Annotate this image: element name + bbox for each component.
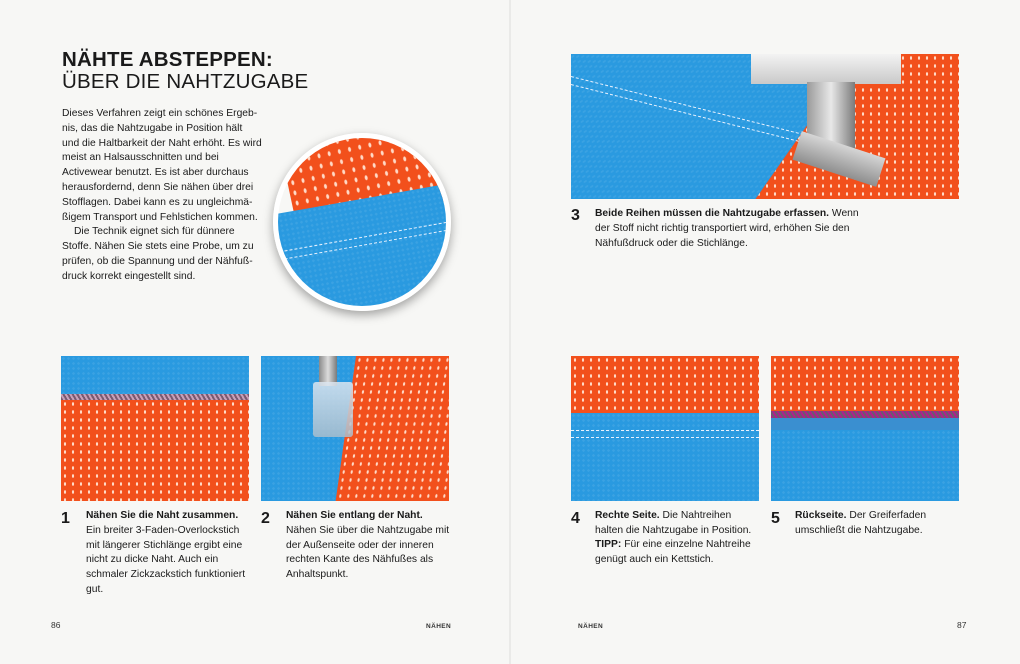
step-1-text <box>86 509 252 598</box>
step-3-text <box>595 207 875 251</box>
tip-box <box>595 538 755 568</box>
step-5-body: Der Greiferfaden umschließt die Nahtzugabe. <box>795 510 927 536</box>
photo-step-3 <box>571 54 959 199</box>
running-head-left: NÄHEN <box>426 623 452 630</box>
step-3-body: Wenn der Stoff nicht richtig transportiert wird, erhöhen Sie den Nähfußdruck oder die Stichlänge. <box>595 208 859 249</box>
step-5-number: 5 <box>771 510 780 527</box>
step-2-text <box>286 509 452 583</box>
step-1-number: 1 <box>61 510 70 527</box>
title-line-1: NÄHTE ABSTEPPEN: <box>62 48 273 71</box>
photo-step-2 <box>261 356 449 501</box>
step-2-heading: Nähen Sie entlang der Naht. <box>286 510 423 521</box>
step-4-text <box>595 509 761 539</box>
step-3-number: 3 <box>571 207 580 224</box>
tip-text: Für eine einzelne Nahtreihe genügt auch ein Kettstich. <box>595 539 751 565</box>
intro-paragraph-1: Dieses Verfahren zeigt ein schönes Ergebnis, das die Nahtzugabe in Position hält und die Haltbarkeit der Naht erhöht. Es wird meist an Halsausschnitten und bei Activewear benutzt. Es ist aber durchaus herausfordernd, denn Sie nähen über drei Stofflagen. Dabei kann es zu ungleichmäßigem Transport und Fehlstichen kommen. <box>62 108 262 223</box>
photo-step-1 <box>61 356 249 501</box>
photo-step-5 <box>771 356 959 501</box>
intro-paragraph-2: Die Technik eignet sich für dünnere Stoffe. Nähen Sie stets eine Probe, um zu prüfen, ob die Spannung und der Nähfußdruck korrekt eingestellt sind. <box>62 226 254 282</box>
step-3-heading: Beide Reihen müssen die Nahtzugabe erfassen. <box>595 208 830 219</box>
step-5-text <box>795 509 955 539</box>
detail-photo-circle <box>273 133 451 311</box>
page-gutter <box>509 0 511 664</box>
photo-step-4 <box>571 356 759 501</box>
step-1-heading: Nähen Sie die Naht zusammen. <box>86 510 239 521</box>
running-head-right: NÄHEN <box>578 623 604 630</box>
step-2-number: 2 <box>261 510 270 527</box>
step-4-number: 4 <box>571 510 580 527</box>
page-title <box>62 49 308 93</box>
step-2-body: Nähen Sie über die Nahtzugabe mit der Außenseite oder der inneren rechten Kante des Nähfußes als Anhaltspunkt. <box>286 524 450 581</box>
tip-label: TIPP: <box>595 539 622 550</box>
page-number-right: 87 <box>957 620 967 630</box>
step-1-body: Ein breiter 3-Faden-Overlockstich mit längerer Stichlänge ergibt eine nicht zu dicke Naht. Auch ein schmaler Zickzackstich funktioniert gut. <box>86 524 246 595</box>
step-5-heading: Rückseite. <box>795 510 847 521</box>
step-4-body: Die Nahtreihen halten die Nahtzugabe in Position. <box>595 510 752 536</box>
step-4-heading: Rechte Seite. <box>595 510 660 521</box>
page-number-left: 86 <box>51 620 61 630</box>
intro-text <box>62 107 262 285</box>
title-line-2: ÜBER DIE NAHTZUGABE <box>62 70 309 93</box>
